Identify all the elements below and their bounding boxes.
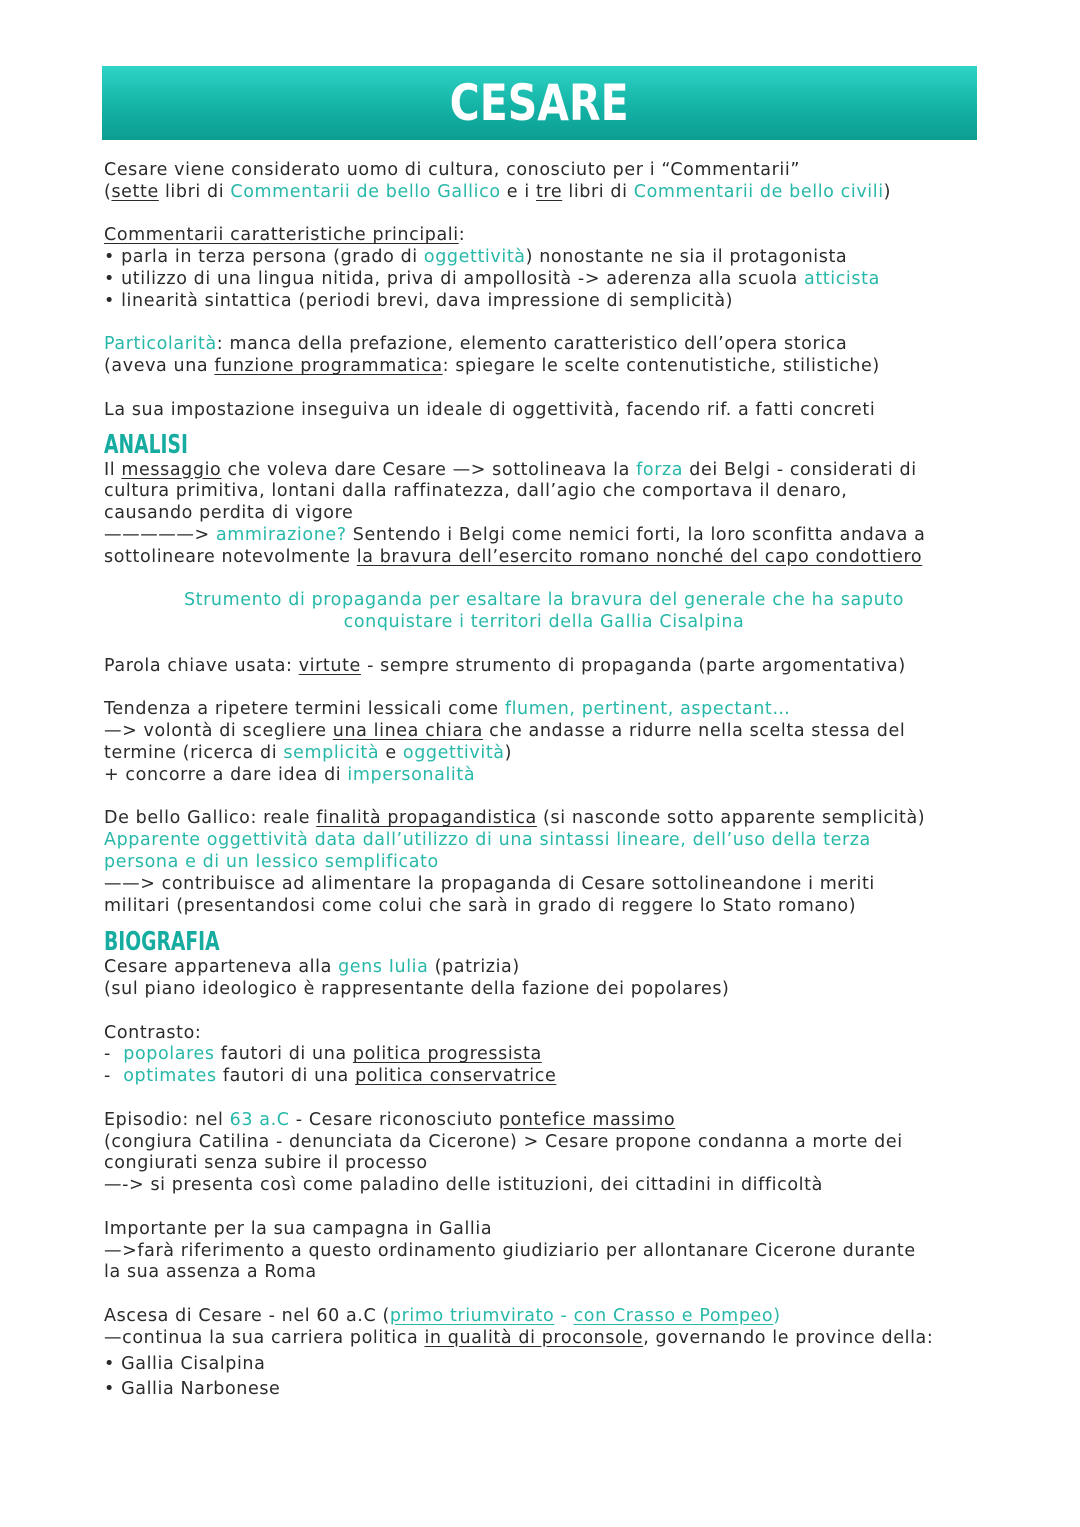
underlined-text: messaggio [121,459,222,480]
gens-line-1 [104,957,984,979]
text: , governando le province della: [643,1327,934,1348]
ascesa-line-2 [104,1328,984,1350]
underlined-text: politica conservatrice [355,1066,557,1087]
text: De bello Gallico: reale [104,808,317,829]
underlined-text: politica progressista [352,1044,542,1065]
highlight-text: popolares [123,1044,215,1065]
importante-line-1: Importante per la sua campagna in Gallia [104,1218,493,1239]
underlined-text: finalità propagandistica [316,808,537,829]
text: - Cesare riconosciuto [289,1109,499,1130]
feature-bullet-1 [104,247,984,269]
text: : [458,225,466,246]
highlight-text: 63 a.C [229,1109,290,1130]
debello-line-5: militari (presentandosi come colui che sarà in grado di reggere lo Stato romano) [104,895,857,916]
underlined-text: tre [535,181,563,202]
episodio-line-3: congiurati senza subire il processo [104,1153,428,1174]
text: linearità sintattica (periodi brevi, dava impressione di semplicità) [121,290,734,311]
text: fautori di una [216,1066,356,1087]
text: —————> [104,524,216,545]
underlined-text: Commentarii caratteristiche principali [104,225,459,246]
highlight-underlined-text: con Crasso e Pompeo [573,1306,774,1327]
importante-line-3: la sua assenza a Roma [104,1262,317,1283]
repetition-line-3 [104,743,984,765]
impostazione-line [104,400,984,422]
text: Ascesa di Cesare - nel 60 a.C ( [104,1306,390,1327]
analisi-line-5 [104,547,984,569]
text: che andasse a ridurre nella scelta stessa del [482,721,906,742]
episodio-line-1 [104,1110,984,1132]
text: utilizzo di una lingua nitida, priva di ampollosità -> aderenza alla scuola [121,268,804,289]
text: - sempre strumento di propaganda (parte argomentativa) [360,655,906,676]
text: ) [883,181,892,202]
section-heading-analisi: ANALISI [104,429,188,460]
text: : spiegare le scelte contenutistiche, stilistiche) [442,356,880,377]
highlight-text: oggettività [402,742,505,763]
analisi-line-4 [104,525,984,547]
text: (si nasconde sotto apparente semplicità) [536,808,926,829]
text: e [379,742,403,763]
text: (aveva una [104,356,215,377]
ascesa-line-1 [104,1306,984,1328]
propaganda-quote-line-1: Strumento di propaganda per esaltare la bravura del generale che ha saputo [183,590,905,611]
text: libri di [562,181,634,202]
underlined-text: pontefice massimo [498,1109,676,1130]
text: e i [500,181,536,202]
underlined-text: funzione programmatica [214,356,443,377]
repetition-line-2 [104,721,984,743]
text: Tendenza a ripetere termini lessicali come [104,699,505,720]
text: parla in terza persona (grado di [121,247,424,268]
text: cultura primitiva, lontani dalla raffinatezza, dall’agio che comportava il denaro, [104,481,848,502]
title-banner [102,66,977,140]
text: + concorre a dare idea di [104,764,348,785]
particolarita-line-1 [104,334,984,356]
highlight-text: flumen, pertinent, aspectant… [504,699,791,720]
highlight-text: gens Iulia [338,957,429,978]
dash-marker: - [104,1066,124,1087]
highlight-text: atticista [804,268,880,289]
text: —> volontà di scegliere [104,721,333,742]
underlined-text: virtute [298,655,361,676]
highlight-text: optimates [123,1066,217,1087]
text: : manca della prefazione, elemento caratteristico dell’opera storica [216,334,848,355]
text: Cesare apparteneva alla [104,957,339,978]
text: libri di [158,181,231,202]
underlined-text: in qualità di proconsole [424,1327,644,1348]
features-heading [104,225,984,247]
text: sottolineare notevolmente [104,546,357,567]
feature-bullet-2 [104,269,984,291]
highlight-text: semplicità [283,742,380,763]
propaganda-quote-line-2: conquistare i territori della Gallia Cisalpina [343,612,745,633]
analisi-line-1 [104,460,984,482]
text: fautori di una [214,1044,353,1065]
text: La sua impostazione inseguiva un ideale di oggettività, facendo rif. a fatti concreti [104,399,876,420]
dash-marker: - [104,1044,124,1065]
text: —continua la sua carriera politica [104,1327,425,1348]
underlined-text: una linea chiara [332,721,483,742]
debello-line-4: ——> contribuisce ad alimentare la propaganda di Cesare sottolineandone i meriti [104,873,875,894]
analisi-line-2 [104,481,984,503]
underlined-text: la bravura dell’esercito romano nonché del capo condottiero [356,546,923,567]
notes-body [104,160,984,1401]
contrasto-heading: Contrasto: [104,1022,202,1043]
text: Parola chiave usata: [104,655,299,676]
text: Il [104,459,122,480]
text: ) nonostante ne sia il protagonista [525,247,848,268]
repetition-line-1 [104,699,984,721]
highlight-text: Commentarii de bello civili [633,181,884,202]
text: Episodio: nel [104,1109,230,1130]
highlight-text: ) [773,1306,781,1327]
highlight-text: - [554,1306,574,1327]
text: (patrizia) [428,957,520,978]
text: Sentendo i Belgi come nemici forti, la loro sconfitta andava a [346,524,926,545]
episodio-line-4: —-> si presenta così come paladino delle istituzioni, dei cittadini in difficoltà [104,1175,823,1196]
repetition-line-4 [104,765,984,787]
gens-line-2: (sul piano ideologico è rappresentante della fazione dei popolares) [104,979,730,1000]
text: causando perdita di vigore [104,503,354,524]
text: dei Belgi - considerati di [683,459,917,480]
highlight-text: ammirazione? [215,524,347,545]
text: Cesare viene considerato uomo di cultura, conosciuto per i “Commentarii” [104,160,801,180]
contrasto-item-2 [104,1066,984,1088]
analisi-line-3 [104,503,984,525]
highlight-text: forza [636,459,684,480]
highlight-text: Commentarii de bello Gallico [230,181,501,202]
highlight-text: oggettività [423,247,526,268]
highlight-text: Particolarità [104,334,217,355]
text: che voleva dare Cesare —> sottolineava la [221,459,637,480]
intro-line-1 [104,160,984,182]
page-title: CESARE [450,74,629,132]
underlined-text: sette [111,181,159,202]
section-heading-biografia: BIOGRAFIA [104,927,220,958]
keyword-line [104,656,984,678]
particolarita-line-2 [104,356,984,378]
episodio-line-2: (congiura Catilina - denunciata da Cicerone) > Cesare propone condanna a morte dei [104,1131,903,1152]
text: ( [104,181,112,202]
feature-bullet-3 [104,291,984,313]
highlight-text: impersonalità [347,764,476,785]
province-item-2: • Gallia Narbonese [104,1379,984,1401]
intro-line-2 [104,182,984,204]
text: termine (ricerca di [104,742,284,763]
highlight-underlined-text: primo triumvirato [389,1306,555,1327]
contrasto-item-1 [104,1044,984,1066]
debello-line-3: persona e di un lessico semplificato [104,851,439,872]
debello-line-2: Apparente oggettività data dall’utilizzo di una sintassi lineare, dell’uso della terza [104,830,871,851]
text: ) [504,742,513,763]
debello-line-1 [104,808,984,830]
province-item-1: • Gallia Cisalpina [104,1354,984,1376]
importante-line-2: —>farà riferimento a questo ordinamento giudiziario per allontanare Cicerone durante [104,1240,916,1261]
